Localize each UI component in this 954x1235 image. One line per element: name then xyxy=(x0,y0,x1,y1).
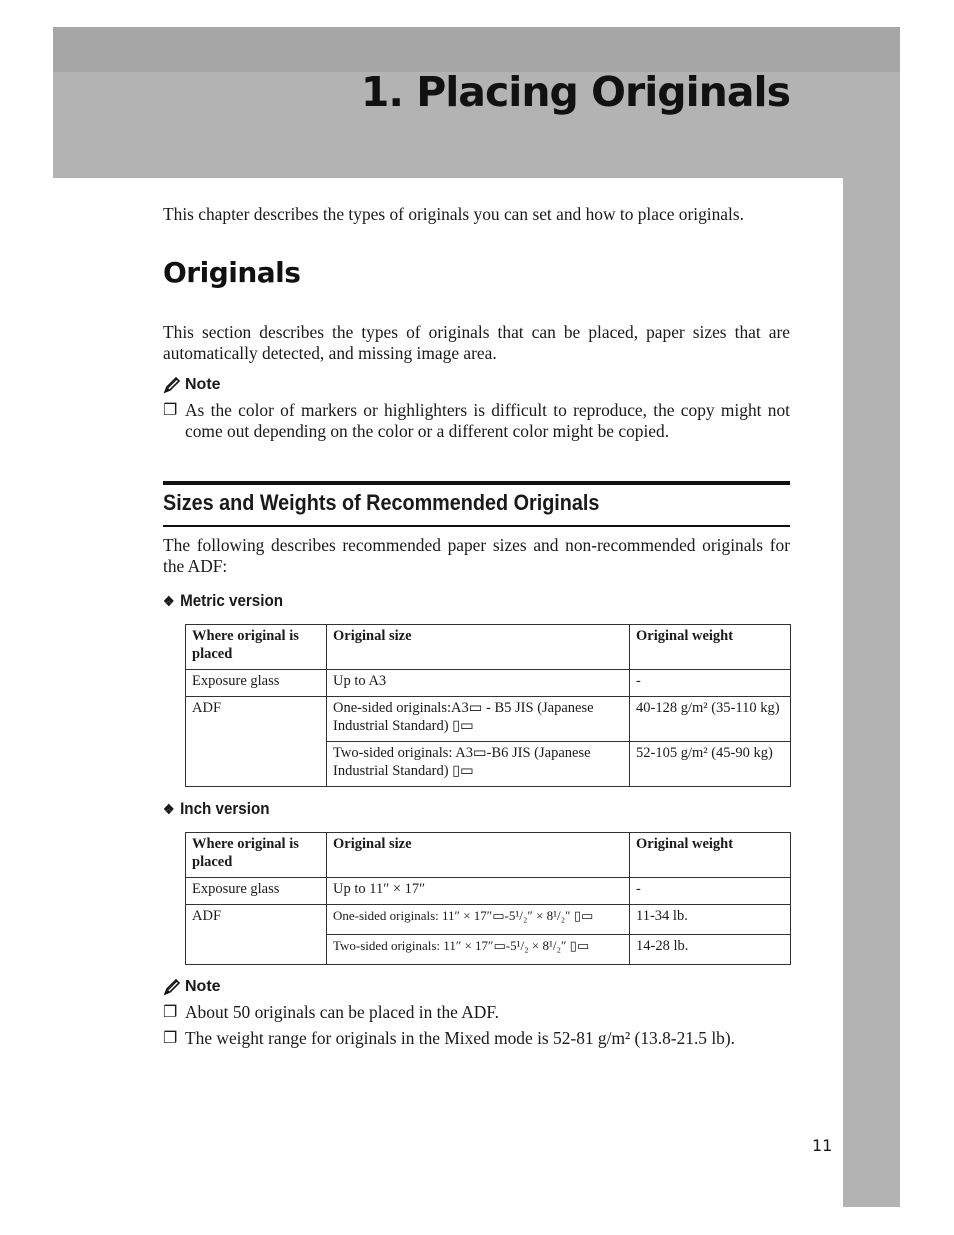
inch-heading xyxy=(163,800,270,819)
cell-size: One-sided originals:A3▭ - B5 JIS (Japanese Industrial Standard) ▯▭ xyxy=(327,697,630,742)
header-place: Where original is placed xyxy=(186,625,327,670)
table-header-row xyxy=(186,625,791,670)
diamond-bullet-icon: ❖ xyxy=(163,801,175,817)
note-label: Note xyxy=(185,978,221,995)
cell-weight: 14-28 lb. xyxy=(630,935,791,965)
table-row xyxy=(186,697,791,742)
chapter-header-strip xyxy=(53,27,900,72)
note-item xyxy=(163,400,790,442)
header-weight: Original weight xyxy=(630,833,791,878)
note-item-text: As the color of markers or highlighters is difficult to reproduce, the copy might not come out depending on the color or a different color might be copied. xyxy=(185,400,790,441)
metric-heading-label: Metric version xyxy=(180,592,284,610)
cell-place: ADF xyxy=(186,905,327,965)
cell-size: Up to 11″ × 17″ xyxy=(327,878,630,905)
section-title: Originals xyxy=(163,256,301,289)
table-row xyxy=(186,670,791,697)
header-size: Original size xyxy=(327,625,630,670)
metric-heading xyxy=(163,592,283,611)
chapter-title: 1. Placing Originals xyxy=(360,68,790,116)
inch-heading-label: Inch version xyxy=(180,800,270,818)
subsection-intro: The following describes recommended paper sizes and non-recommended originals for the ADF: xyxy=(163,535,790,576)
checkbox-icon: ❐ xyxy=(163,1030,178,1047)
note-heading xyxy=(163,978,221,996)
section-intro: This section describes the types of originals that can be placed, paper sizes that are automatically detected, and missing image area. xyxy=(163,322,790,363)
checkbox-icon: ❐ xyxy=(163,1004,178,1021)
table-row xyxy=(186,905,791,935)
inch-table xyxy=(185,832,791,965)
note-item-text: The weight range for originals in the Mixed mode is 52-81 g/m² (13.8-21.5 lb). xyxy=(185,1028,736,1048)
cell-size: Two-sided originals: A3▭-B6 JIS (Japanese Industrial Standard) ▯▭ xyxy=(327,742,630,787)
header-weight: Original weight xyxy=(630,625,791,670)
section-rule-top xyxy=(163,481,790,485)
table-header-row xyxy=(186,833,791,878)
cell-weight: 40-128 g/m² (35-110 kg) xyxy=(630,697,791,742)
note-item-text: About 50 originals can be placed in the ADF. xyxy=(185,1002,499,1022)
cell-place: ADF xyxy=(186,697,327,787)
note-heading xyxy=(163,376,221,394)
cell-size: Up to A3 xyxy=(327,670,630,697)
cell-weight: - xyxy=(630,878,791,905)
table-row xyxy=(186,878,791,905)
cell-size: One-sided originals: 11″ × 17″▭-5¹/₂″ × 8¹/₂″ ▯▭ xyxy=(327,905,630,935)
subsection-title: Sizes and Weights of Recommended Originals xyxy=(163,490,600,515)
cell-size: Two-sided originals: 11″ × 17″▭-5¹/₂ × 8¹/₂″ ▯▭ xyxy=(327,935,630,965)
cell-weight: 11-34 lb. xyxy=(630,905,791,935)
checkbox-icon: ❐ xyxy=(163,402,178,419)
cell-weight: 52-105 g/m² (45-90 kg) xyxy=(630,742,791,787)
diamond-bullet-icon: ❖ xyxy=(163,593,175,609)
pencil-note-icon xyxy=(163,978,181,996)
section-rule-bottom xyxy=(163,525,790,527)
cell-weight: - xyxy=(630,670,791,697)
chapter-intro: This chapter describes the types of originals you can set and how to place originals. xyxy=(163,204,744,224)
page-number: 11 xyxy=(812,1136,833,1155)
header-size: Original size xyxy=(327,833,630,878)
cell-place: Exposure glass xyxy=(186,670,327,697)
note-item xyxy=(163,1002,790,1023)
metric-table xyxy=(185,624,791,787)
pencil-note-icon xyxy=(163,376,181,394)
side-thumb-band xyxy=(843,178,900,1207)
cell-place: Exposure glass xyxy=(186,878,327,905)
note-item xyxy=(163,1028,790,1049)
note-label: Note xyxy=(185,376,221,393)
header-place: Where original is placed xyxy=(186,833,327,878)
